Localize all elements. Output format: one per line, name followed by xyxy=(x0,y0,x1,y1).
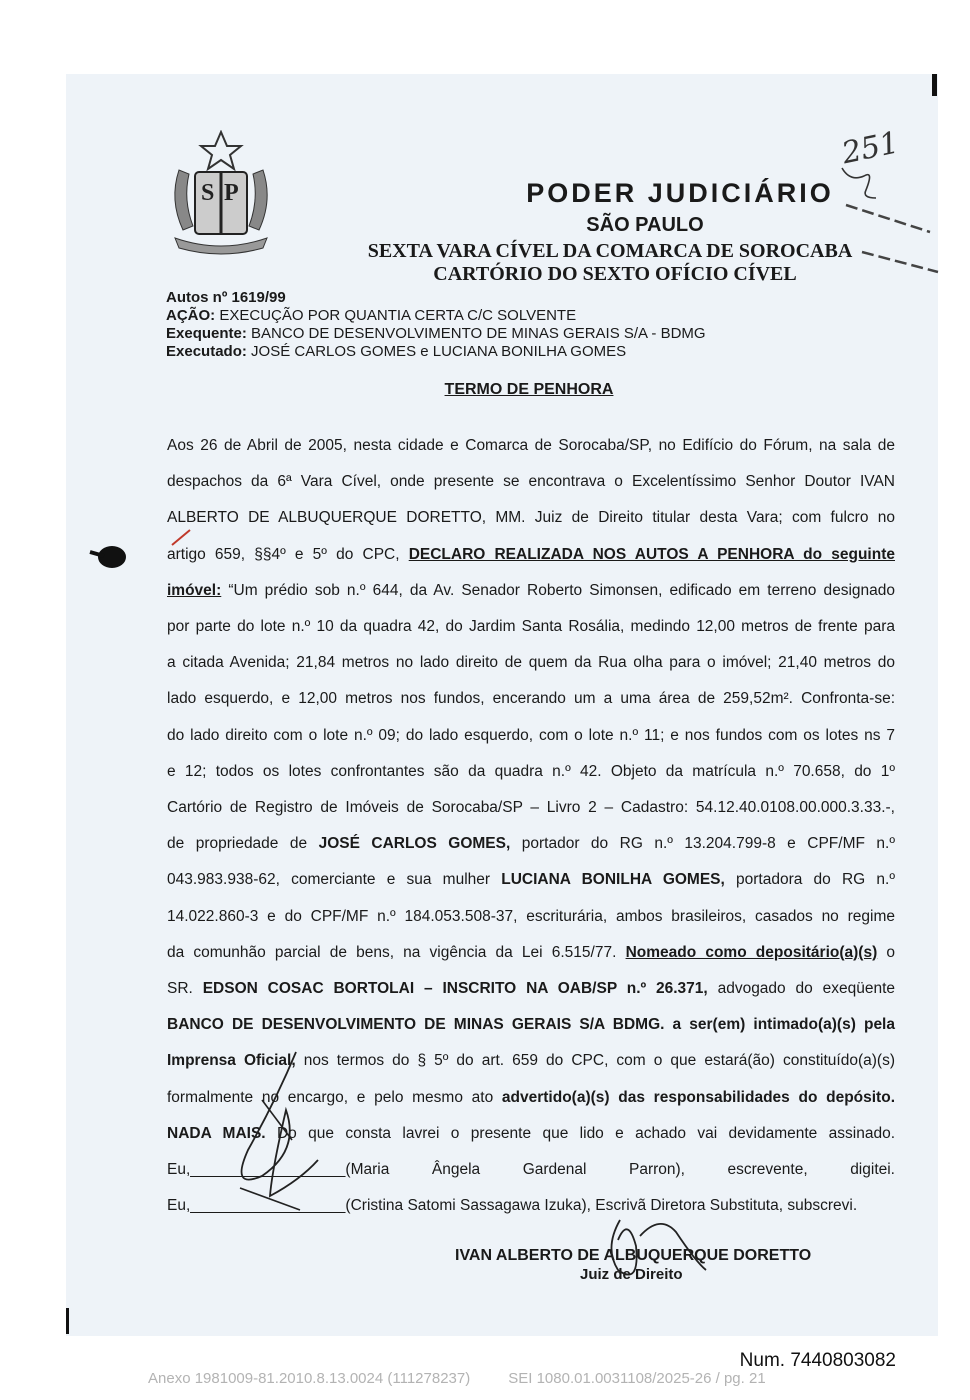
body-line: NADA MAIS. Do que consta lavrei o presente que lido e achado vai devidamente assinado. xyxy=(167,1124,895,1142)
body-line: e 12; todos os lotes confrontantes são da quadra n.º 42. Objeto da matrícula n.º 70.658, do 1º xyxy=(167,762,895,780)
body-line: da comunhão parcial de bens, na vigência da Lei 6.515/77. Nomeado como depositário(a)(s) o xyxy=(167,943,896,961)
pen-stroke xyxy=(172,530,190,545)
document-number-stamp: Num. 7440803082 xyxy=(739,1350,896,1371)
handwritten-page-number: 251 xyxy=(838,125,903,172)
header-registry: CARTÓRIO DO SEXTO OFÍCIO CÍVEL xyxy=(433,263,797,285)
case-autos: Autos nº 1619/99 xyxy=(166,289,286,306)
body-line: por parte do lote n.º 10 da quadra 42, do Jardim Santa Rosália, medindo 12,00 metros de frente para xyxy=(167,618,895,636)
body-line: Eu,__________________(Cristina Satomi Sassagawa Izuka), Escrivã Diretora Substituta, subscrevi. xyxy=(167,1197,858,1215)
case-executado: Executado: JOSÉ CARLOS GOMES e LUCIANA BONILHA GOMES xyxy=(166,343,627,360)
body-line: de propriedade de JOSÉ CARLOS GOMES, portador do RG n.º 13.204.799-8 e CPF/MF n.º xyxy=(167,835,895,853)
body-line: do lado direito com o lote n.º 09; do lado esquerdo, com o lote n.º 11; e nos fundos com os lotes ns 7 xyxy=(167,726,895,744)
body-line: Eu,__________________(Maria Ângela Gardenal Parron), escrevente, digitei. xyxy=(167,1161,895,1179)
body-line: despachos da 6ª Vara Cível, onde presente se encontrava o Excelentíssimo Senhor Doutor IVAN xyxy=(167,473,895,491)
margin-dash xyxy=(846,205,930,232)
body-line: Imprensa Oficial, nos termos do § 5º do art. 659 do CPC, com o que estará(ão) constituído(a)(s) xyxy=(167,1052,895,1070)
body-line: imóvel: “Um prédio sob n.º 644, da Av. Senador Roberto Simonsen, edificado em terreno designado xyxy=(167,581,895,599)
body-line: lado esquerdo, e 12,00 metros nos fundos, encerando um a uma área de 259,52m². Confronta-se: xyxy=(167,690,895,708)
body-line: BANCO DE DESENVOLVIMENTO DE MINAS GERAIS S/A BDMG. a ser(em) intimado(a)(s) pela xyxy=(167,1016,895,1034)
judge-name: IVAN ALBERTO DE ALBUQUERQUE DORETTO xyxy=(455,1247,812,1264)
body-line: formalmente no encargo, e pelo mesmo ato advertido(a)(s) das responsabilidades do depósito. xyxy=(167,1088,895,1106)
header-court: SEXTA VARA CÍVEL DA COMARCA DE SOROCABA xyxy=(367,240,853,262)
body-line: 14.022.860-3 e do CPF/MF n.º 184.053.508-37, escriturária, ambos brasileiros, casados no regime xyxy=(167,907,895,925)
judge-signature xyxy=(611,1220,706,1275)
body-line: Aos 26 de Abril de 2005, nesta cidade e Comarca de Sorocaba/SP, no Edifício do Fórum, na sala de xyxy=(167,437,895,454)
svg-text:S: S xyxy=(201,180,215,206)
judge-role: Juiz de Direito xyxy=(580,1266,683,1283)
body-line: artigo 659, §§4º e 5º do CPC, DECLARO REALIZADA NOS AUTOS A PENHORA do seguinte xyxy=(167,545,895,563)
header-institution: PODER JUDICIÁRIO xyxy=(526,178,834,208)
body-line: Cartório de Registro de Imóveis de Sorocaba/SP – Livro 2 – Cadastro: 54.12.40.0108.00.000.3.33.-, xyxy=(167,799,895,817)
footer-right: SEI 1080.01.0031108/2025-26 / pg. 21 xyxy=(508,1370,766,1387)
case-acao: AÇÃO: EXECUÇÃO POR QUANTIA CERTA C/C SOLVENTE xyxy=(166,307,577,324)
header-state: SÃO PAULO xyxy=(586,214,704,236)
margin-dash xyxy=(862,252,938,272)
svg-text:P: P xyxy=(224,180,239,206)
footer-left: Anexo 1981009-81.2010.8.13.0024 (111278237) xyxy=(148,1370,471,1387)
body-line: a citada Avenida; 21,84 metros no lado direito de quem da Rua olha para o imóvel; 21,40 metros do xyxy=(167,654,895,672)
case-exequente: Exequente: BANCO DE DESENVOLVIMENTO DE MINAS GERAIS S/A - BDMG xyxy=(166,325,706,342)
body-line: 043.983.938-62, comerciante e sua mulher LUCIANA BONILHA GOMES, portadora do RG n.º xyxy=(167,871,895,889)
footer xyxy=(148,1370,766,1387)
handwritten-mark xyxy=(842,168,876,198)
body-line: ALBERTO DE ALBUQUERQUE DORETTO, MM. Juiz de Direito titular desta Vara; com fulcro no xyxy=(167,509,895,527)
document-title: TERMO DE PENHORA xyxy=(444,381,614,398)
body-line: SR. EDSON COSAC BORTOLAI – INSCRITO NA OAB/SP n.º 26.371, advogado do exeqüente xyxy=(167,980,895,998)
